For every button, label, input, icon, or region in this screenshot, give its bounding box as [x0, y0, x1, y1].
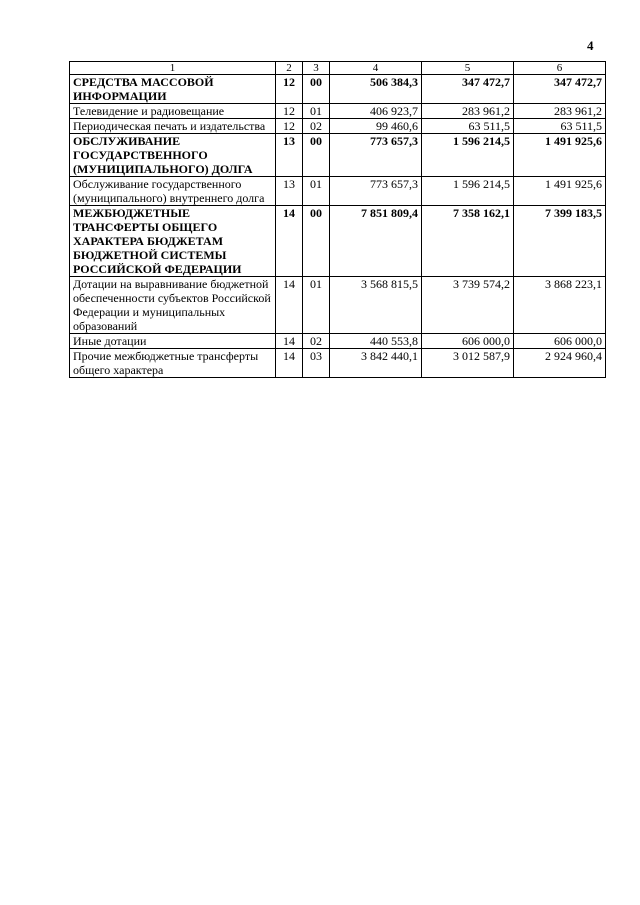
- row-value-col5-cell: 347 472,7: [422, 75, 514, 104]
- row-value-col4-cell: 3 568 815,5: [330, 277, 422, 334]
- row-section-code-cell: 13: [276, 177, 303, 206]
- row-subsection-code-cell: 02: [303, 119, 330, 134]
- page-number: 4: [587, 38, 594, 53]
- row-value-col4-cell: 773 657,3: [330, 134, 422, 177]
- row-section-code-cell: 12: [276, 104, 303, 119]
- row-section-code-cell: 12: [276, 119, 303, 134]
- row-value-col5-cell: 1 596 214,5: [422, 134, 514, 177]
- row-value-col6-cell: 1 491 925,6: [514, 134, 606, 177]
- row-value-col5-cell: 606 000,0: [422, 334, 514, 349]
- column-number-2: 2: [276, 62, 303, 75]
- row-name-cell: Периодическая печать и издательства: [70, 119, 276, 134]
- row-value-col6-cell: 606 000,0: [514, 334, 606, 349]
- table-row: [70, 334, 606, 349]
- row-value-col4-cell: 99 460,6: [330, 119, 422, 134]
- table-row: [70, 119, 606, 134]
- row-name-cell: Телевидение и радиовещание: [70, 104, 276, 119]
- row-name-cell: МЕЖБЮДЖЕТНЫЕ ТРАНСФЕРТЫ ОБЩЕГО ХАРАКТЕРА БЮДЖЕТАМ БЮДЖЕТНОЙ СИСТЕМЫ РОССИЙСКОЙ ФЕДЕРАЦИИ: [70, 206, 276, 277]
- row-value-col5-cell: 3 739 574,2: [422, 277, 514, 334]
- row-value-col6-cell: 7 399 183,5: [514, 206, 606, 277]
- row-value-col5-cell: 7 358 162,1: [422, 206, 514, 277]
- table-row: [70, 104, 606, 119]
- row-value-col6-cell: 283 961,2: [514, 104, 606, 119]
- table-section-row: [70, 134, 606, 177]
- table-row: [70, 349, 606, 378]
- row-value-col4-cell: 406 923,7: [330, 104, 422, 119]
- table-section-row: [70, 75, 606, 104]
- row-name-cell: ОБСЛУЖИВАНИЕ ГОСУДАРСТВЕННОГО (МУНИЦИПАЛЬНОГО) ДОЛГА: [70, 134, 276, 177]
- row-value-col5-cell: 1 596 214,5: [422, 177, 514, 206]
- table-row: [70, 177, 606, 206]
- row-name-cell: СРЕДСТВА МАССОВОЙ ИНФОРМАЦИИ: [70, 75, 276, 104]
- row-value-col6-cell: 3 868 223,1: [514, 277, 606, 334]
- column-number-4: 4: [330, 62, 422, 75]
- row-subsection-code-cell: 01: [303, 277, 330, 334]
- column-number-3: 3: [303, 62, 330, 75]
- row-value-col5-cell: 3 012 587,9: [422, 349, 514, 378]
- row-subsection-code-cell: 01: [303, 177, 330, 206]
- row-value-col6-cell: 63 511,5: [514, 119, 606, 134]
- row-value-col6-cell: 2 924 960,4: [514, 349, 606, 378]
- row-subsection-code-cell: 00: [303, 134, 330, 177]
- column-number-5: 5: [422, 62, 514, 75]
- row-value-col6-cell: 1 491 925,6: [514, 177, 606, 206]
- row-section-code-cell: 14: [276, 206, 303, 277]
- row-value-col4-cell: 506 384,3: [330, 75, 422, 104]
- column-number-6: 6: [514, 62, 606, 75]
- row-section-code-cell: 14: [276, 334, 303, 349]
- table-row: [70, 277, 606, 334]
- row-section-code-cell: 14: [276, 349, 303, 378]
- column-number-1: 1: [70, 62, 276, 75]
- row-subsection-code-cell: 00: [303, 206, 330, 277]
- row-value-col5-cell: 283 961,2: [422, 104, 514, 119]
- row-value-col4-cell: 7 851 809,4: [330, 206, 422, 277]
- budget-table: [69, 61, 606, 378]
- row-value-col6-cell: 347 472,7: [514, 75, 606, 104]
- row-value-col4-cell: 440 553,8: [330, 334, 422, 349]
- row-subsection-code-cell: 02: [303, 334, 330, 349]
- row-value-col5-cell: 63 511,5: [422, 119, 514, 134]
- row-section-code-cell: 12: [276, 75, 303, 104]
- row-section-code-cell: 13: [276, 134, 303, 177]
- table-section-row: [70, 206, 606, 277]
- row-name-cell: Обслуживание государственного (муниципального) внутреннего долга: [70, 177, 276, 206]
- row-section-code-cell: 14: [276, 277, 303, 334]
- table-header-row: [70, 62, 606, 75]
- row-value-col4-cell: 3 842 440,1: [330, 349, 422, 378]
- row-name-cell: Дотации на выравнивание бюджетной обеспеченности субъектов Российской Федерации и муниципальных образований: [70, 277, 276, 334]
- row-name-cell: Иные дотации: [70, 334, 276, 349]
- row-name-cell: Прочие межбюджетные трансферты общего характера: [70, 349, 276, 378]
- row-value-col4-cell: 773 657,3: [330, 177, 422, 206]
- row-subsection-code-cell: 03: [303, 349, 330, 378]
- row-subsection-code-cell: 01: [303, 104, 330, 119]
- row-subsection-code-cell: 00: [303, 75, 330, 104]
